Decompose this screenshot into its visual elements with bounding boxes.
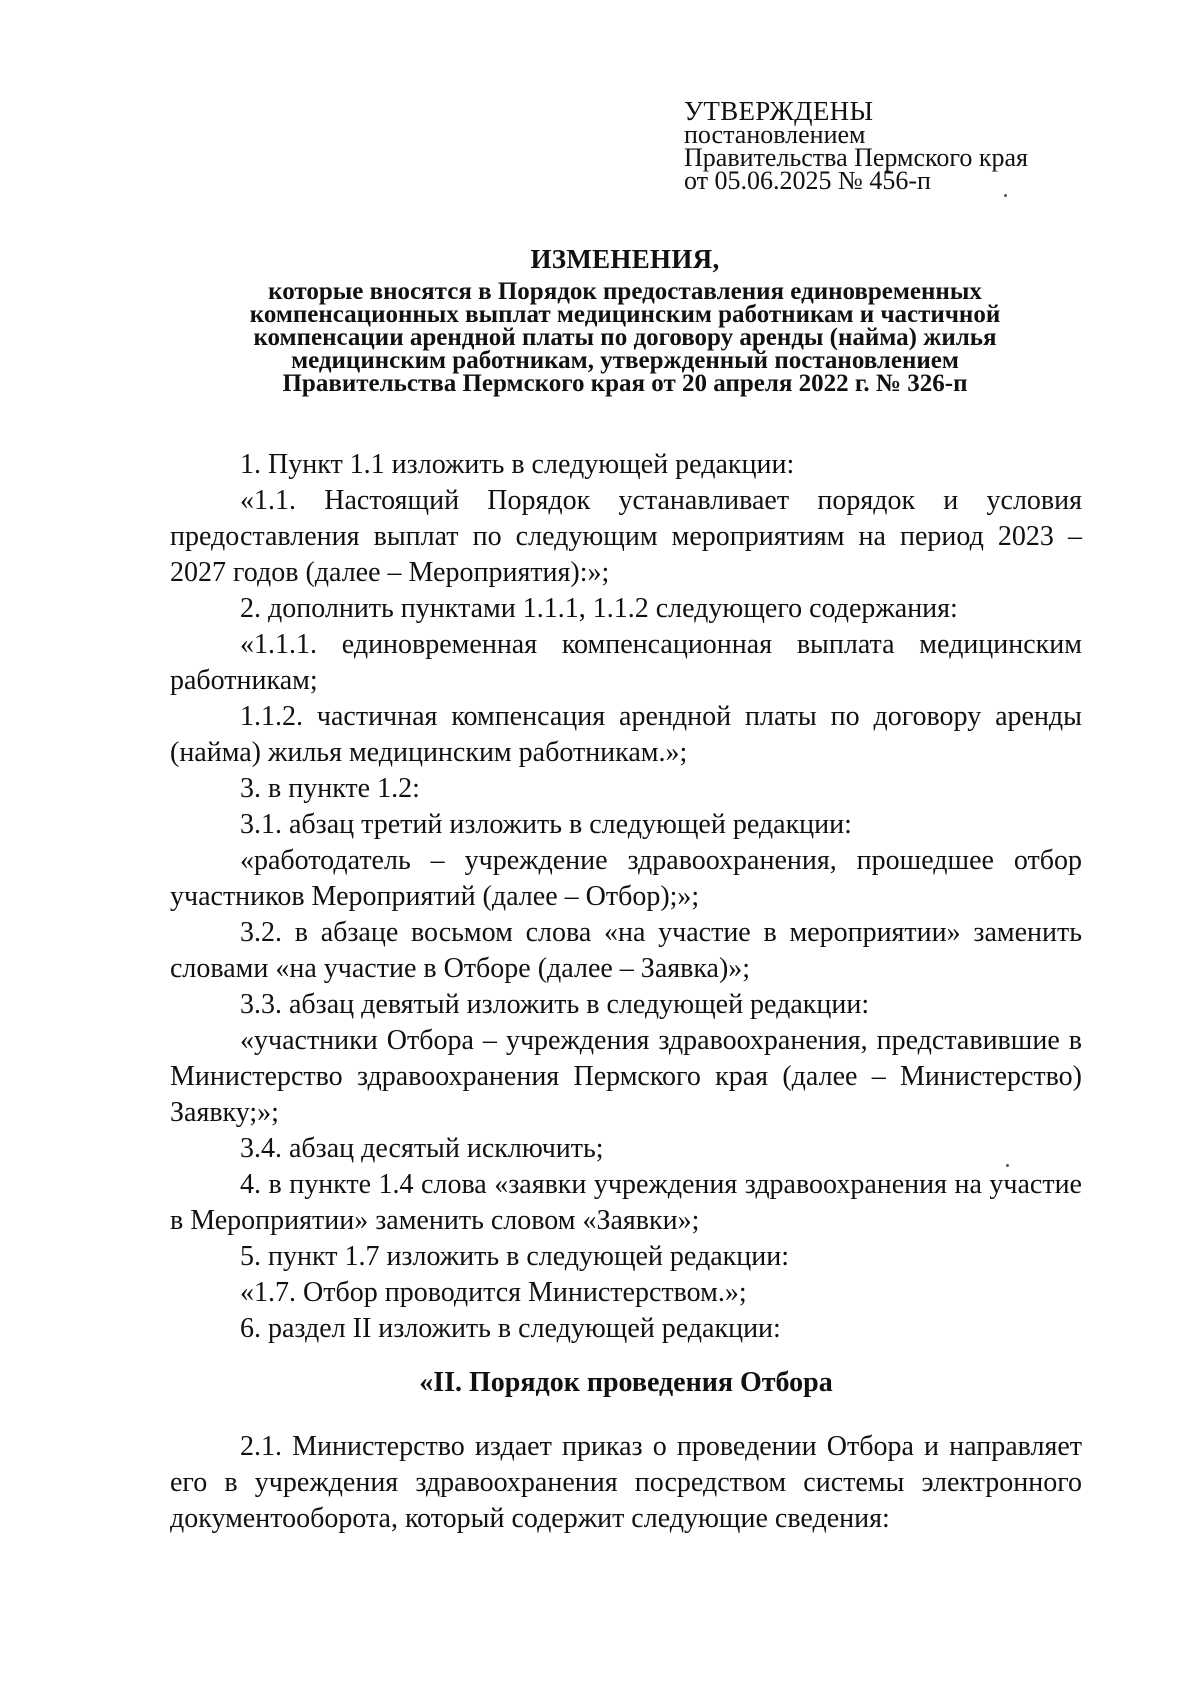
document-subtitle	[170, 280, 1080, 395]
subtitle-line: Правительства Пермского края от 20 апреля 2022 г. № 326-п	[282, 370, 968, 397]
section-heading: «II. Порядок проведения Отбора	[419, 1367, 833, 1398]
paragraph: «1.1. Настоящий Порядок устанавливает порядок и условия предоставления выплат по следующим мероприятиям на период 2023 – 2027 годов (далее – Мероприятия):»;	[170, 485, 1082, 588]
scan-speck	[1006, 1164, 1009, 1167]
paragraph: «работодатель – учреждение здравоохранения, прошедшее отбор участников Мероприятий (далее – Отбор);»;	[170, 845, 1082, 912]
paragraph: 5. пункт 1.7 изложить в следующей редакции:	[240, 1241, 789, 1272]
paragraph: 3.3. абзац девятый изложить в следующей редакции:	[240, 989, 870, 1020]
paragraph: «участники Отбора – учреждения здравоохранения, представившие в Министерство здравоохранения Пермского края (далее – Министерство) Заявку;»;	[170, 1025, 1082, 1128]
paragraph: 2.1. Министерство издает приказ о проведении Отбора и направляет его в учреждения здравоохранения посредством системы электронного документооборота, который содержит следующие сведения:	[170, 1431, 1082, 1534]
paragraph: 3. в пункте 1.2:	[240, 773, 420, 804]
paragraph: 4. в пункте 1.4 слова «заявки учреждения здравоохранения на участие в Мероприятии» заменить словом «Заявки»;	[170, 1169, 1082, 1236]
approval-heading: УТВЕРЖДЕНЫ	[684, 96, 874, 126]
approval-stamp	[684, 96, 1028, 195]
paragraph: 6. раздел II изложить в следующей редакции:	[240, 1313, 781, 1344]
approval-line: постановлением	[684, 120, 866, 149]
paragraph: 3.1. абзац третий изложить в следующей редакции:	[240, 809, 852, 840]
paragraph: 3.4. абзац десятый исключить;	[240, 1133, 604, 1164]
paragraph: «1.1.1. единовременная компенсационная выплата медицинским работникам;	[170, 629, 1082, 696]
paragraph: 1. Пункт 1.1 изложить в следующей редакции:	[240, 449, 795, 480]
subtitle-line: компенсации арендной платы по договору аренды (найма) жилья	[253, 324, 997, 351]
document-title: ИЗМЕНЕНИЯ,	[530, 244, 720, 274]
paragraph: 2. дополнить пунктами 1.1.1, 1.1.2 следующего содержания:	[240, 593, 958, 624]
paragraph: 3.2. в абзаце восьмом слова «на участие в мероприятии» заменить словами «на участие в Отборе (далее – Заявка)»;	[170, 917, 1082, 984]
approval-line: от 05.06.2025 № 456-п	[684, 166, 931, 195]
approval-line: Правительства Пермского края	[684, 143, 1028, 172]
paragraph: 1.1.2. частичная компенсация арендной платы по договору аренды (найма) жилья медицинским работникам.»;	[170, 701, 1082, 768]
subtitle-line: компенсационных выплат медицинским работникам и частичной	[249, 301, 1001, 328]
paragraph: «1.7. Отбор проводится Министерством.»;	[240, 1277, 747, 1308]
subtitle-line: медицинским работникам, утвержденный постановлением	[291, 347, 959, 374]
document-body	[170, 447, 1082, 1537]
scan-speck	[1004, 194, 1007, 197]
subtitle-line: которые вносятся в Порядок предоставления единовременных	[268, 278, 982, 305]
